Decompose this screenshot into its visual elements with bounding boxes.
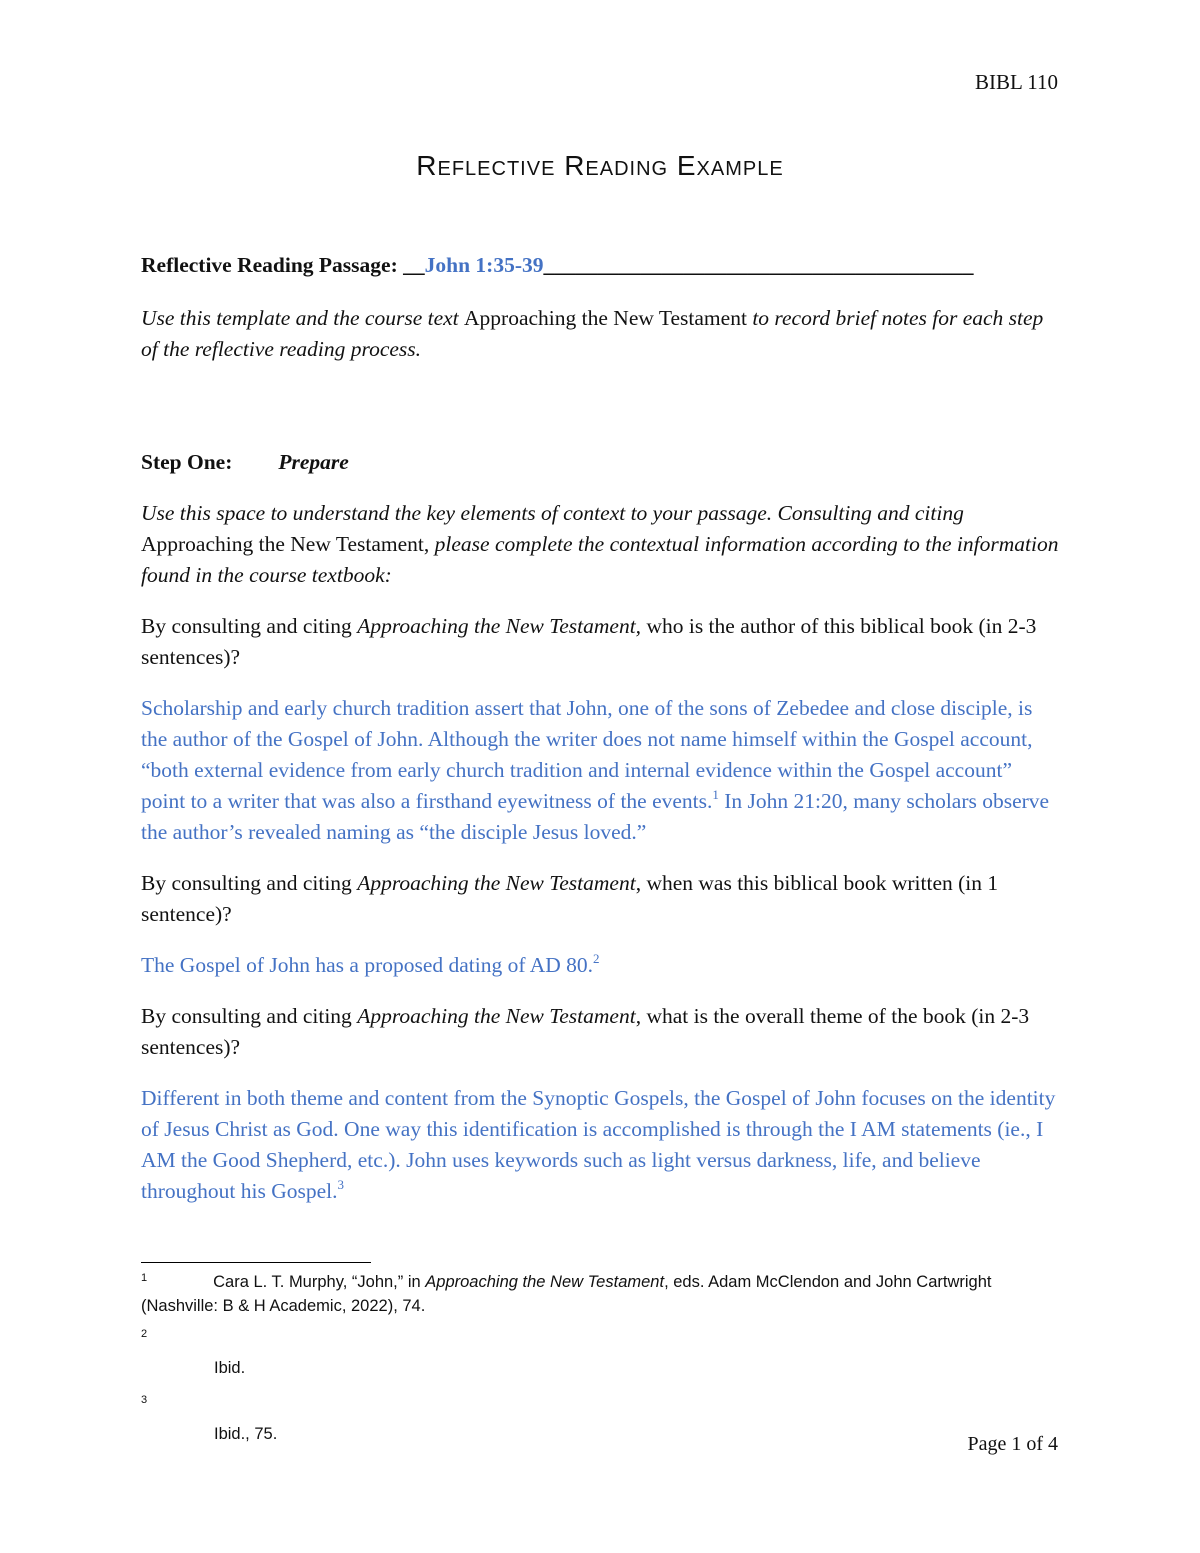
footnote-separator (141, 1262, 371, 1263)
question-book: Approaching the New Testament (357, 871, 636, 895)
passage-value: John 1:35-39 (424, 253, 544, 277)
answer-text: The Gospel of John has a proposed dating of AD 80. (141, 953, 594, 977)
footnote-text-tail: , eds. Adam McClendon and John Cartwright (Nashville: B & H Academic, 2022), 74. (141, 1273, 992, 1315)
footnote-number: 1 (141, 1272, 148, 1284)
document-body (141, 250, 1061, 1207)
intro-paragraph (141, 303, 1061, 365)
step-instructions (141, 498, 1061, 591)
answer-date (141, 950, 1061, 981)
instructions-book: Approaching the New Testament, (141, 532, 430, 556)
footnote-ref: 3 (337, 1177, 344, 1192)
question-prompt: By consulting and citing (141, 871, 358, 895)
intro-part1: Use this template and the course text (141, 306, 465, 330)
answer-tail: In John 21:20, many scholars observe the author’s revealed naming as “the disciple Jesus loved.” (141, 789, 1050, 844)
course-code: BIBL 110 (974, 70, 1058, 94)
step-name: Prepare (278, 450, 349, 474)
question-book: Approaching the New Testament, (357, 614, 642, 638)
step-one-heading (141, 447, 1061, 478)
question-book: Approaching the New Testament (357, 1004, 636, 1028)
footnote-book: Approaching the New Testament (425, 1273, 665, 1291)
footnote-text: Cara L. T. Murphy, “John,” in (213, 1273, 426, 1291)
question-prompt-tail: , what is the overall theme of the book (in 2-3 sentences)? (141, 1004, 1030, 1059)
footnote-number: 3 (141, 1394, 148, 1406)
page-number: Page 1 of 4 (967, 1433, 1058, 1455)
question-theme (141, 1001, 1061, 1063)
step-label: Step One: (141, 450, 233, 474)
intro-book: Approaching the New Testament (464, 306, 747, 330)
footnote-2 (141, 1322, 1061, 1380)
footnote-text: Ibid. (214, 1359, 246, 1377)
passage-line (141, 250, 1061, 281)
passage-underline: ________________________________________ (543, 253, 974, 277)
question-prompt-tail: who is the author of this biblical book (in 2-3 sentences)? (141, 614, 1037, 669)
page-title: Reflective Reading Example (416, 150, 784, 181)
answer-text: Different in both theme and content from the Synoptic Gospels, the Gospel of John focuses on the identity of Jesus Christ as God. One way this identification is accomplished is through the I AM statements (ie., I AM the Good Shepherd, etc.). John uses keywords such as light versus darkness, life, and believe throughout his Gospel. (141, 1086, 1056, 1203)
footnote-ref: 1 (712, 787, 719, 802)
passage-prefix: __ (397, 253, 425, 277)
answer-author (141, 693, 1061, 848)
footnotes (141, 1266, 1061, 1446)
answer-theme (141, 1083, 1061, 1207)
footnote-3 (141, 1388, 1061, 1446)
footnote-1 (141, 1266, 1061, 1318)
answer-text: Scholarship and early church tradition assert that John, one of the sons of Zebedee and close disciple, is the author of the Gospel of John. Although the writer does not name himself within the Gospel account, “both external evidence from early church tradition and internal evidence within the Gospel account” point to a writer that was also a firsthand eyewitness of the events. (141, 696, 1033, 813)
instructions-part2: please complete the contextual information according to the information found in the course textbook: (141, 532, 1059, 587)
intro-part2: to record brief notes for each step of the reflective reading process. (141, 306, 1044, 361)
question-date (141, 868, 1061, 930)
passage-label: Reflective Reading Passage: (141, 253, 398, 277)
footnote-text: Ibid., 75. (214, 1425, 278, 1443)
question-author (141, 611, 1061, 673)
question-prompt: By consulting and citing (141, 614, 358, 638)
footnote-ref: 2 (593, 951, 600, 966)
footnote-number: 2 (141, 1328, 148, 1340)
instructions-part1: Use this space to understand the key elements of context to your passage. Consulting and citing (141, 501, 964, 525)
question-prompt: By consulting and citing (141, 1004, 358, 1028)
question-prompt-tail: , when was this biblical book written (in 1 sentence)? (141, 871, 999, 926)
